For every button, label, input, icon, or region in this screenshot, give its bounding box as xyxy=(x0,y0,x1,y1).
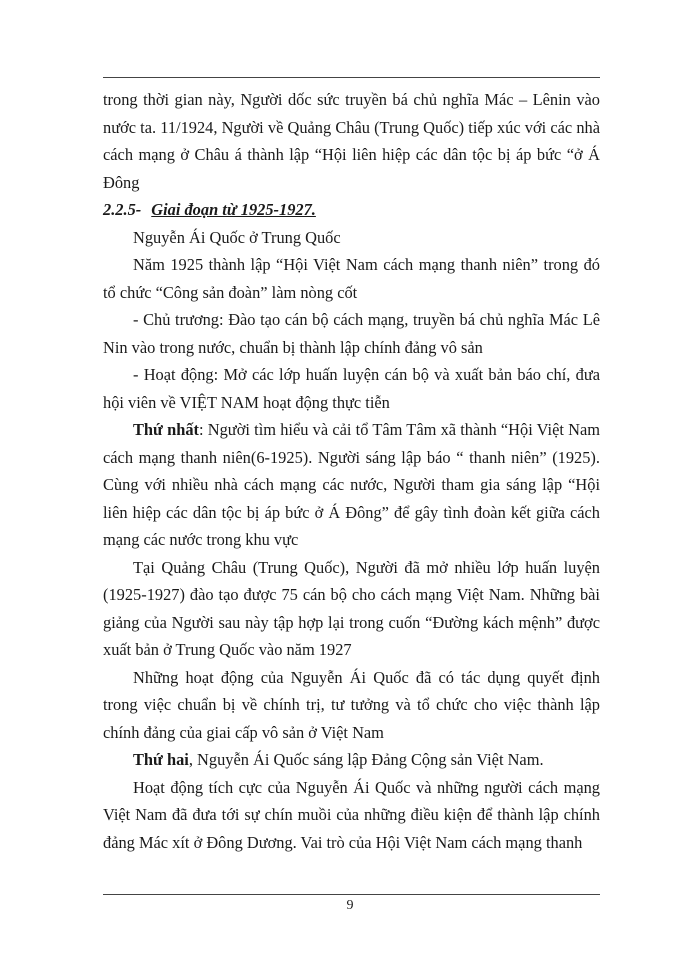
section-title: Giai đoạn từ 1925-1927. xyxy=(151,200,316,219)
header-rule xyxy=(103,77,600,78)
paragraph-8-text: , Nguyễn Ái Quốc sáng lập Đảng Cộng sản Việt Nam. xyxy=(188,750,544,769)
paragraph-1: Nguyễn Ái Quốc ở Trung Quốc xyxy=(133,227,341,247)
intro-paragraph: trong thời gian này, Người dốc sức truyền bá chủ nghĩa Mác – Lênin vào nước ta. 11/1924, Người về Quảng Châu (Trung Quốc) tiếp xúc với các nhà cách mạng ở Châu á thành lập “Hội liên hiệp các dân tộc bị áp bức “ở Á Đông xyxy=(103,90,600,192)
footer-rule xyxy=(103,894,600,895)
paragraph-4: - Hoạt động: Mở các lớp huấn luyện cán bộ và xuất bản báo chí, đưa hội viên về VIỆT NAM hoạt động thực tiễn xyxy=(103,365,600,412)
paragraph-5-lead: Thứ nhất xyxy=(133,420,199,439)
section-number: 2.2.5- xyxy=(103,200,142,219)
paragraph-5 xyxy=(103,416,600,554)
paragraph-5-text: : Người tìm hiểu và cải tổ Tâm Tâm xã thành “Hội Việt Nam cách mạng thanh niên(6-1925). Người sáng lập báo “ thanh niên” (1925). Cùng với nhiều nhà cách mạng các nước, Người tham gia sáng lập “Hội liên hiệp các dân tộc bị áp bức ở Á Đông” để gây tình đoàn kết giữa cách mạng các nước trong khu vực xyxy=(103,420,600,549)
paragraph-8-lead: Thứ hai xyxy=(133,750,189,769)
page-number: 9 xyxy=(346,898,354,913)
paragraph-6: Tại Quảng Châu (Trung Quốc), Người đã mở nhiều lớp huấn luyện (1925-1927) đào tạo được 75 cán bộ cho cách mạng Việt Nam. Những bài giảng của Người sau này tập hợp lại trong cuốn “Đường kách mệnh” được xuất bản ở Trung Quốc vào năm 1927 xyxy=(103,557,600,659)
paragraph-7: Những hoạt động của Nguyễn Ái Quốc đã có tác dụng quyết định trong việc chuẩn bị về chính trị, tư tưởng và tổ chức cho việc thành lập chính đảng của giai cấp vô sản ở Việt Nam xyxy=(103,667,600,742)
page-content xyxy=(103,86,600,856)
paragraph-3: - Chủ trương: Đào tạo cán bộ cách mạng, truyền bá chủ nghĩa Mác Lê Nin vào trong nước, chuẩn bị thành lập chính đảng vô sản xyxy=(103,310,600,357)
section-heading xyxy=(103,196,600,224)
paragraph-2: Năm 1925 thành lập “Hội Việt Nam cách mạng thanh niên” trong đó tổ chức “Công sản đoàn” làm nòng cốt xyxy=(103,255,600,302)
paragraph-8 xyxy=(103,746,600,774)
paragraph-9: Hoạt động tích cực của Nguyễn Ái Quốc và những người cách mạng Việt Nam đã đưa tới sự chín muồi của những điều kiện để thành lập chính đảng Mác xít ở Đông Dương. Vai trò của Hội Việt Nam cách mạng thanh xyxy=(103,777,600,852)
